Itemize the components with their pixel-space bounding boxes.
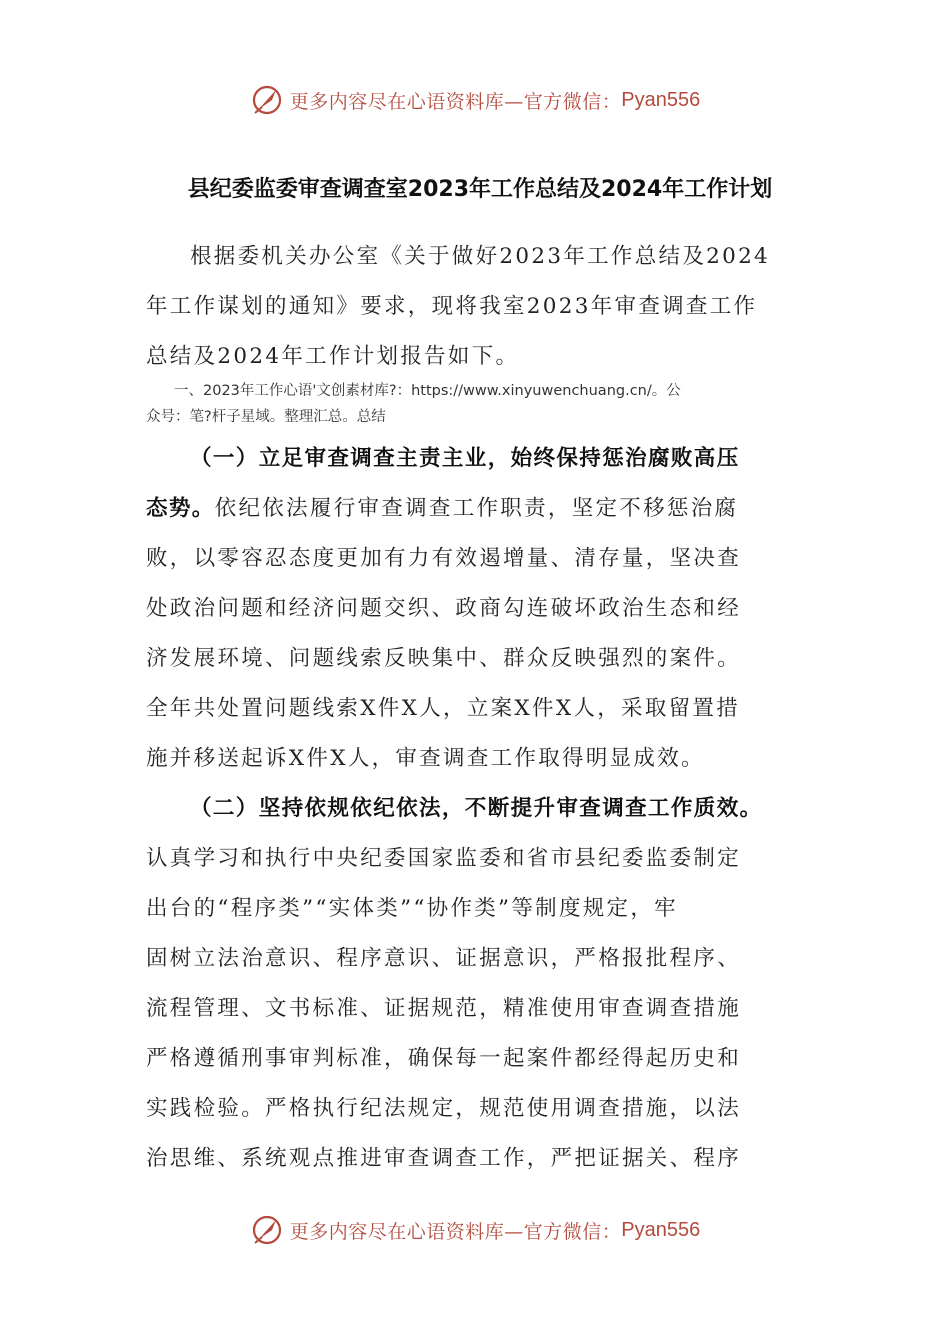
header-watermark-banner <box>0 80 950 120</box>
section-1-line: 败，以零容忍态度更加有力有效遏增量、清存量，坚决查 <box>146 546 742 571</box>
section-2-line: 固树立法治意识、程序意识、证据意识，严格报批程序、 <box>146 946 742 971</box>
section-2-line: 严格遵循刑事审判标准，确保每一起案件都经得起历史和 <box>146 1046 742 1071</box>
intro-line: 根据委机关办公室《关于做好2023年工作总结及2024 <box>190 244 771 269</box>
section-1-line: 济发展环境、问题线索反映集中、群众反映强烈的案件。 <box>146 646 742 671</box>
banner-wechat-id: Pyan556 <box>621 1218 701 1241</box>
source-note-line: 众号：笔?杆子星域。整理汇总。总结 <box>146 409 386 425</box>
document-title: 县纪委监委审查调查室2023年工作总结及2024年工作计划 <box>187 177 773 202</box>
section-1-heading-end: 态势。 <box>146 496 215 521</box>
banner-text: 更多内容尽在心语资料库—官方微信： <box>289 1220 622 1243</box>
intro-line: 总结及2024年工作计划报告如下。 <box>146 344 520 369</box>
intro-line: 年工作谋划的通知》要求，现将我室2023年审查调查工作 <box>146 294 758 319</box>
footer-watermark-banner <box>0 1210 950 1250</box>
section-1-line: 施并移送起诉X件X人，审查调查工作取得明显成效。 <box>146 746 705 771</box>
section-2-paragraph <box>146 784 810 1184</box>
section-2-line: 实践检验。严格执行纪法规定，规范使用调查措施，以法 <box>146 1096 742 1121</box>
section-1-line: 全年共处置问题线索X件X人，立案X件X人，采取留置措 <box>146 696 741 721</box>
section-1-line: 处政治问题和经济问题交织、政商勾连破坏政治生态和经 <box>146 596 742 621</box>
source-note <box>146 378 826 430</box>
banner-wechat-id: Pyan556 <box>621 88 701 111</box>
intro-paragraph <box>146 232 810 382</box>
section-2-line: 流程管理、文书标准、证据规范，精准使用审查调查措施 <box>146 996 742 1021</box>
section-2-heading: （二）坚持依规依纪依法，不断提升审查调查工作质效。 <box>190 796 763 821</box>
banner-text: 更多内容尽在心语资料库—官方微信： <box>289 90 622 113</box>
section-1-heading: （一）立足审查调查主责主业，始终保持惩治腐败高压 <box>190 446 740 471</box>
section-1-line <box>146 484 810 534</box>
quill-logo-icon <box>250 83 284 117</box>
section-2-line: 认真学习和执行中央纪委国家监委和省市县纪委监委制定 <box>146 846 742 871</box>
section-1-paragraph <box>146 434 810 784</box>
section-1-line-text: 依纪依法履行审查调查工作职责，坚定不移惩治腐 <box>214 496 739 521</box>
quill-logo-icon <box>250 1213 284 1247</box>
source-note-line: 一、2023年工作心语'文创素材库?：https://www.xinyuwenchuang.cn/。公 <box>174 383 681 399</box>
section-2-line: 出台的“程序类”“实体类”“协作类”等制度规定，牢 <box>146 896 678 921</box>
section-2-line: 治思维、系统观点推进审查调查工作，严把证据关、程序 <box>146 1146 742 1171</box>
